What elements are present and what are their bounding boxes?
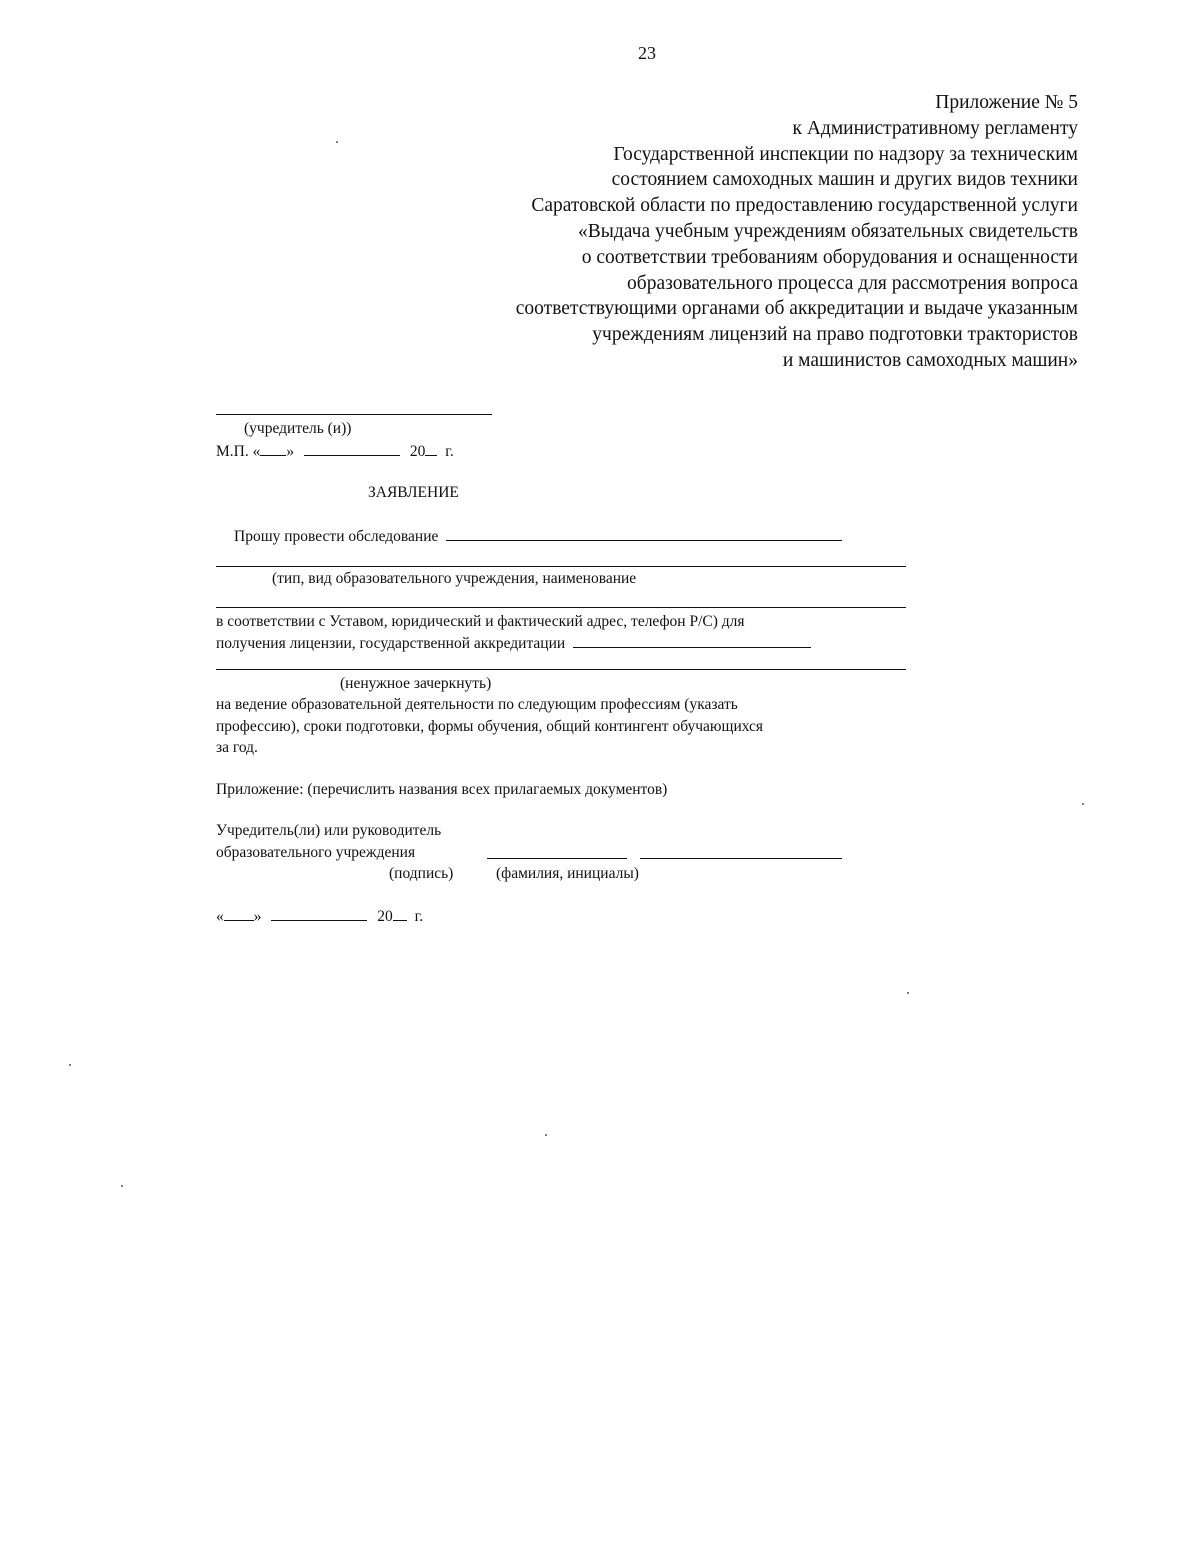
license-line (216, 633, 811, 654)
appendix-line: учреждениям лицензий на право подготовки трактористов (592, 324, 1078, 346)
footer-day-blank (224, 906, 254, 921)
scan-speck (69, 1064, 71, 1066)
appendix-line: о соответствии требованиям оборудования и оснащенности (581, 246, 1078, 268)
mp-date-line (216, 441, 454, 462)
appendix-line: Государственной инспекции по надзору за техническим (613, 143, 1078, 165)
year-blank (425, 441, 437, 456)
signature-blank (487, 858, 627, 859)
name-blank (640, 858, 842, 859)
license-full-line (216, 669, 906, 670)
appendix-line: состоянием самоходных машин и других видов техники (611, 169, 1078, 191)
page-number: 23 (638, 43, 656, 63)
appendix-header (358, 90, 1078, 374)
appendix-line: к Административному регламенту (792, 117, 1078, 139)
month-blank (304, 441, 400, 456)
founder-line (216, 414, 492, 415)
signature-line-1: Учредитель(ли) или руководитель (216, 822, 442, 839)
license-text: получения лицензии, государственной аккредитации (216, 635, 566, 652)
scan-speck (1082, 803, 1084, 805)
quote-close: » (286, 443, 295, 460)
type-full-line (216, 607, 906, 608)
request-blank (446, 526, 842, 541)
signature-line-2: образовательного учреждения (216, 844, 416, 861)
request-line (234, 526, 842, 547)
charter-line: в соответствии с Уставом, юридический и фактический адрес, телефон Р/С) для (216, 613, 745, 630)
appendix-line: «Выдача учебным учреждениям обязательных свидетельств (578, 220, 1078, 242)
mp-label: М.П. « (216, 443, 261, 460)
footer-quote-close: » (253, 908, 262, 925)
scan-speck (907, 992, 909, 994)
year-suffix: г. (445, 443, 454, 460)
signature-caption: (подпись) (389, 865, 454, 882)
activity-line-3: за год. (216, 739, 258, 756)
attachment-line: Приложение: (перечислить названия всех прилагаемых документов) (216, 781, 668, 798)
year-prefix: 20 (409, 443, 426, 460)
footer-year-suffix: г. (414, 908, 424, 925)
appendix-line: образовательного процесса для рассмотрения вопроса (627, 272, 1078, 294)
name-caption: (фамилия, инициалы) (496, 865, 639, 882)
appendix-line: Саратовской области по предоставлению государственной услуги (531, 195, 1078, 217)
appendix-line: соответствующими органами об аккредитации и выдаче указанным (515, 298, 1078, 320)
scan-speck (545, 1134, 547, 1136)
type-caption: (тип, вид образовательного учреждения, наименование (272, 570, 637, 587)
license-blank (573, 633, 811, 648)
day-blank (260, 441, 286, 456)
activity-line-1: на ведение образовательной деятельности по следующим профессиям (указать (216, 696, 738, 713)
footer-year-prefix: 20 (377, 908, 393, 925)
scan-speck (336, 141, 338, 143)
document-title: ЗАЯВЛЕНИЕ (368, 484, 459, 501)
footer-date-line (216, 906, 423, 927)
appendix-line: и машинистов самоходных машин» (782, 349, 1078, 371)
footer-month-blank (271, 906, 367, 921)
appendix-line: Приложение № 5 (935, 92, 1078, 113)
request-full-line (216, 566, 906, 567)
scan-speck (121, 1185, 123, 1187)
founder-caption: (учредитель (и)) (244, 420, 352, 437)
footer-quote-open: « (216, 908, 224, 925)
strike-caption: (ненужное зачеркнуть) (340, 675, 492, 692)
footer-year-blank (393, 906, 407, 921)
request-text: Прошу провести обследование (234, 528, 439, 545)
activity-line-2: профессию), сроки подготовки, формы обучения, общий контингент обучающихся (216, 718, 764, 735)
